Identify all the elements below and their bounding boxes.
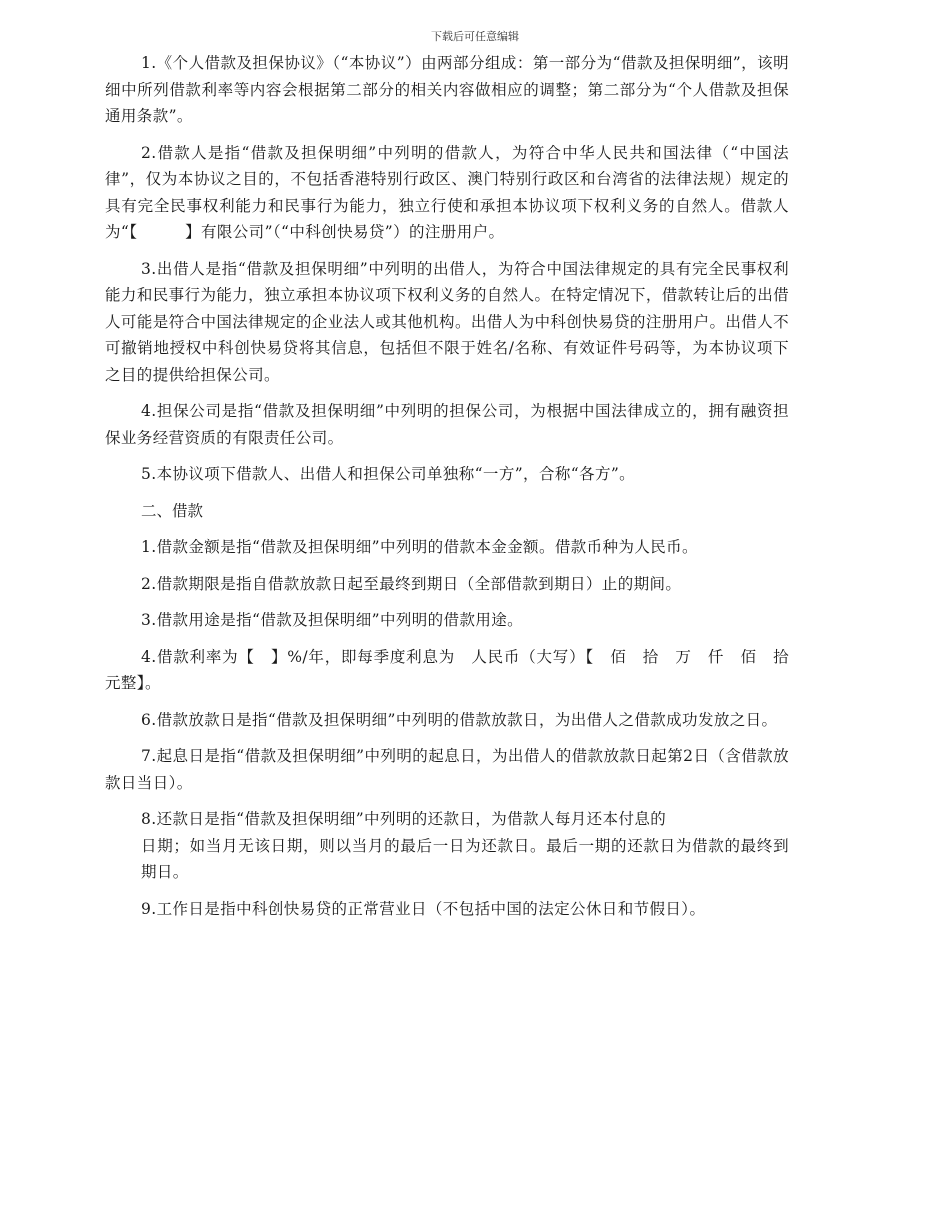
paragraph-5: 5.本协议项下借款人、出借人和担保公司单独称“一方”，合称“各方”。 [141,465,636,483]
page-header: 下载后可任意编辑 [431,30,519,43]
loan-paragraph-8-rest: 日期；如当月无该日期，则以当月的最后一日为还款日。最后一期的还款日为借款的最终到期日。 [141,836,789,881]
loan-paragraph-2: 2.借款期限是指自借款放款日起至最终到期日（全部借款到期日）止的期间。 [141,574,682,593]
document-body [105,50,805,932]
loan-paragraph-8 [105,806,789,886]
loan-paragraph-1: 1.借款金额是指“借款及担保明细”中列明的借款本金金额。借款币种为人民币。 [141,538,698,556]
paragraph-1: 1.《个人借款及担保协议》（“本协议”）由两部分组成：第一部分为“借款及担保明细”，该明细中所列借款利率等内容会根据第二部分的相关内容做相应的调整；第二部分为“个人借款及担保通用条款”。 [105,54,789,125]
loan-paragraph-4: 4.借款利率为【 】%/年，即每季度利息为 人民币（大写）【 佰 拾 万 仟 佰 拾 元整】。 [105,647,805,692]
loan-paragraph-3: 3.借款用途是指“借款及担保明细”中列明的借款用途。 [141,611,524,629]
paragraph-2: 2.借款人是指“借款及担保明细”中列明的借款人，为符合中华人民共和国法律（“中国法律”，仅为本协议之目的，不包括香港特别行政区、澳门特别行政区和台湾省的法律法规）规定的具有完全民事权利能力和民事行为能力，独立行使和承担本协议项下权利义务的自然人。借款人为“【 】有限公司”（“中科创快易贷”）的注册用户。 [105,143,789,241]
loan-paragraph-6: 6.借款放款日是指“借款及担保明细”中列明的借款放款日，为出借人之借款成功发放之日。 [141,710,778,729]
loan-paragraph-8-line1: 8.还款日是指“借款及担保明细”中列明的还款日，为借款人每月还本付息的 [141,810,667,828]
paragraph-4: 4.担保公司是指“借款及担保明细”中列明的担保公司，为根据中国法律成立的，拥有融资担保业务经营资质的有限责任公司。 [105,402,789,447]
section-title-loan: 二、借款 [141,501,204,520]
paragraph-3: 3.出借人是指“借款及担保明细”中列明的出借人，为符合中国法律规定的具有完全民事权利能力和民事行为能力，独立承担本协议项下权利义务的自然人。在特定情况下，借款转让后的出借人可能是符合中国法律规定的企业法人或其他机构。出借人为中科创快易贷的注册用户。出借人不可撤销地授权中科创快易贷将其信息，包括但不限于姓名/名称、有效证件号码等，为本协议项下之目的提供给担保公司。 [105,259,789,384]
loan-paragraph-9: 9.工作日是指中科创快易贷的正常营业日（不包括中国的法定公休日和节假日）。 [141,899,706,918]
loan-paragraph-7: 7.起息日是指“借款及担保明细”中列明的起息日，为出借人的借款放款日起第2日（含借款放款日当日）。 [105,747,789,792]
